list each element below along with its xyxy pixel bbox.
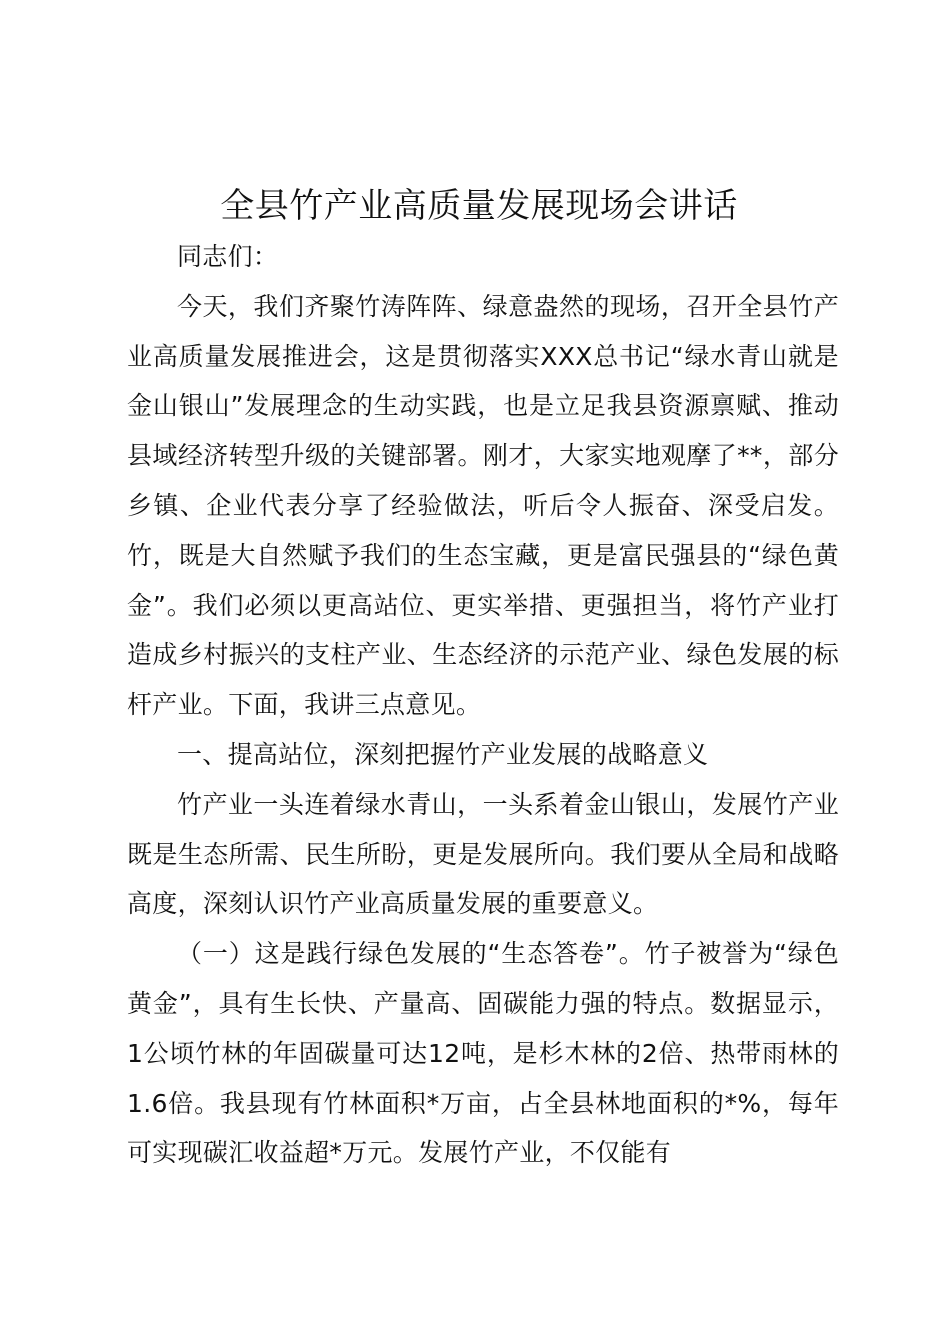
section-heading: 一、提高站位，深刻把握竹产业发展的战略意义 [177, 739, 709, 769]
salutation: 同志们： [177, 242, 279, 271]
document-title: 全县竹产业高质量发展现场会讲话 [220, 186, 738, 226]
document-body [127, 232, 839, 1178]
paragraph: （一）这是践行绿色发展的“生态答卷”。竹子被誉为“绿色黄金”，具有生长快、产量高、固碳能力强的特点。数据显示，1公顷竹林的年固碳量可达12吨，是杉木林的2倍、热带雨林的1.6倍。我县现有竹林面积*万亩，占全县林地面积的*%，每年可实现碳汇收益超*万元。发展竹产业，不仅能有 [127, 939, 839, 1168]
paragraph: 竹产业一头连着绿水青山，一头系着金山银山，发展竹产业既是生态所需、民生所盼，更是发展所向。我们要从全局和战略高度，深刻认识竹产业高质量发展的重要意义。 [127, 789, 839, 919]
paragraph: 今天，我们齐聚竹涛阵阵、绿意盎然的现场，召开全县竹产业高质量发展推进会，这是贯彻落实XXX总书记“绿水青山就是金山银山”发展理念的生动实践，也是立足我县资源禀赋、推动县域经济转型升级的关键部署。刚才，大家实地观摩了**，部分乡镇、企业代表分享了经验做法，听后令人振奋、深受启发。竹，既是大自然赋予我们的生态宝藏，更是富民强县的“绿色黄金”。我们必须以更高站位、更实举措、更强担当，将竹产业打造成乡村振兴的支柱产业、生态经济的示范产业、绿色发展的标杆产业。下面，我讲三点意见。 [127, 291, 839, 720]
